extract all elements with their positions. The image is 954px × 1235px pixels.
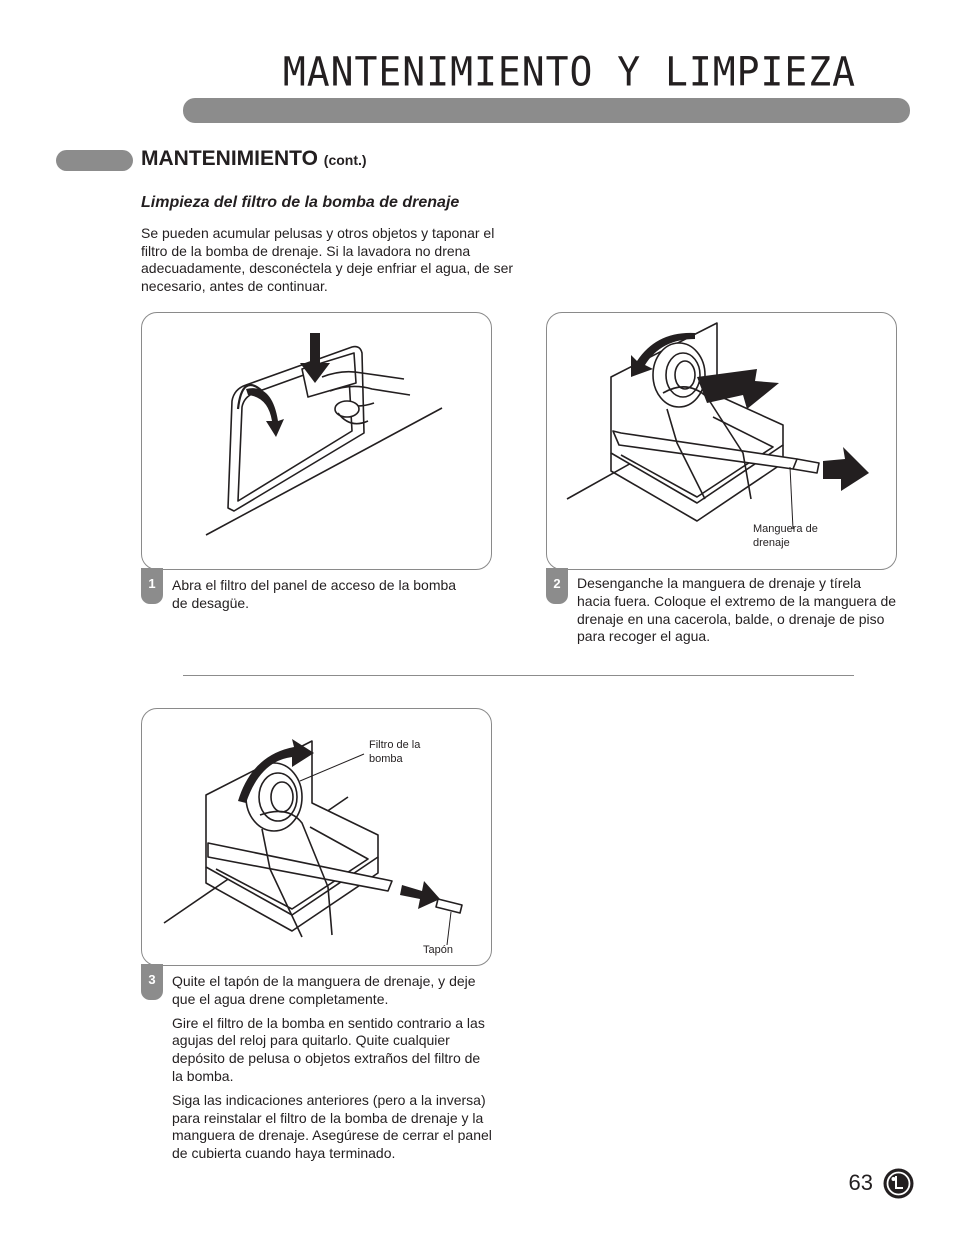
step-1-text [172, 577, 472, 619]
subsection-heading: Limpieza del filtro de la bomba de drenaje [141, 194, 460, 211]
callout-cap: Tapón [423, 944, 453, 956]
step-3-paragraph-3: Siga las indicaciones anteriores (pero a la inversa) para reinstalar el filtro de la bomba de drenaje y la manguera de drenaje. Asegúrese de cerrar el panel de cubierta cuando haya terminado. [172, 1091, 492, 1162]
step-2-text [577, 575, 897, 652]
title-bar [183, 98, 910, 123]
step-1-badge: 1 [141, 568, 163, 604]
step-3-badge: 3 [141, 964, 163, 1000]
page-title: MANTENIMIENTO Y LIMPIEZA [282, 48, 856, 96]
step-3-paragraph-1: Quite el tapón de la manguera de drenaje, y deje que el agua drene completamente. [172, 973, 476, 1007]
step-3-text [172, 973, 492, 1169]
illustration-open-panel [142, 313, 491, 569]
section-divider [183, 675, 854, 676]
figure-step-1 [141, 312, 492, 570]
section-heading [141, 147, 367, 171]
section-pill [56, 150, 133, 171]
callout-pump-filter: Filtro de la bomba [369, 739, 421, 765]
step-2-badge: 2 [546, 568, 568, 604]
intro-paragraph: Se pueden acumular pelusas y otros objetos y taponar el filtro de la bomba de drenaje. Si la lavadora no drena adecuadamente, desconéctela y deje enfriar el agua, de ser necesario, antes de continuar. [141, 225, 514, 294]
lg-logo-icon [883, 1168, 914, 1199]
page-number: 63 [848, 1170, 873, 1195]
step-2-paragraph: Desenganche la manguera de drenaje y tírela hacia fuera. Coloque el extremo de la manguera de drenaje en una cacerola, balde, o drenaje de piso para recoger el agua. [577, 575, 897, 645]
illustration-drain-hose [547, 313, 896, 569]
callout-drain-hose: Manguera de drenaje [753, 523, 818, 549]
section-heading-text: MANTENIMIENTO [141, 147, 318, 170]
step-3-paragraph-2: Gire el filtro de la bomba en sentido contrario a las agujas del reloj para quitarlo. Quite cualquier depósito de pelusa o objetos extraños del filtro de la bomba. [172, 1014, 485, 1084]
figure-step-2 [546, 312, 897, 570]
section-heading-suffix: (cont.) [323, 152, 367, 168]
step-1-paragraph: Abra el filtro del panel de acceso de la bomba de desagüe. [172, 577, 457, 611]
